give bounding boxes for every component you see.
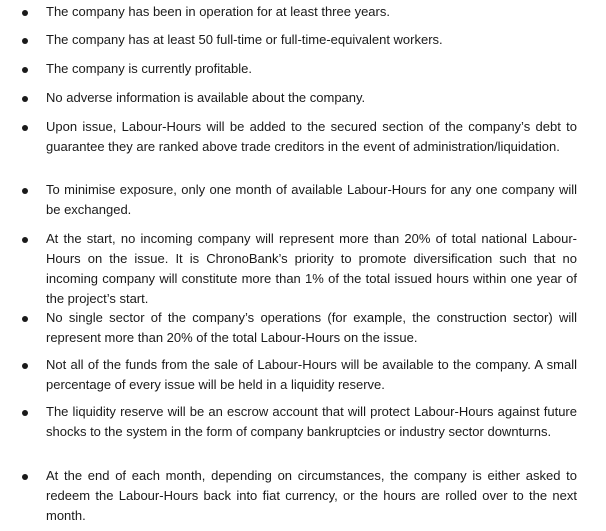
bullet-icon bbox=[22, 316, 28, 322]
list-item-text: To minimise exposure, only one month of available Labour-Hours for any one company will be exchanged. bbox=[46, 182, 577, 217]
list-item-text: The liquidity reserve will be an escrow account that will protect Labour-Hours against future shocks to the system in the form of company bankruptcies or industry sector downturns. bbox=[46, 404, 577, 439]
list-item-text: No adverse information is available about the company. bbox=[46, 90, 366, 105]
bullet-icon bbox=[22, 96, 28, 102]
bullet-icon bbox=[22, 474, 28, 480]
list-item-text: The company has at least 50 full-time or full-time-equivalent workers. bbox=[46, 32, 443, 47]
list-item-text: The company has been in operation for at least three years. bbox=[46, 4, 390, 19]
list-item-text: At the start, no incoming company will represent more than 20% of total national Labour-Hours on the issue. It is ChronoBank’s priority to promote diversification such that no incoming company will constitute more than 1% of the total issued hours within one year of the project’s start. bbox=[46, 231, 577, 306]
list-item-text: Upon issue, Labour-Hours will be added to the secured section of the company’s debt to guarantee they are ranked above trade creditors in the event of administration/liquidation. bbox=[46, 119, 577, 154]
list-item-text: The company is currently profitable. bbox=[46, 61, 252, 76]
bullet-icon bbox=[22, 10, 28, 16]
bullet-icon bbox=[22, 38, 28, 44]
bullet-icon bbox=[22, 125, 28, 131]
list-item-text: At the end of each month, depending on circumstances, the company is either asked to redeem the Labour-Hours back into fiat currency, or the hours are rolled over to the next month. bbox=[46, 468, 577, 523]
bullet-icon bbox=[22, 67, 28, 73]
bullet-icon bbox=[22, 410, 28, 416]
list-item-text: No single sector of the company’s operations (for example, the construction sector) will represent more than 20% of the total Labour-Hours on the issue. bbox=[46, 310, 577, 345]
bullet-icon bbox=[22, 237, 28, 243]
bullet-icon bbox=[22, 363, 28, 369]
bullet-icon bbox=[22, 188, 28, 194]
list-item-text: Not all of the funds from the sale of Labour-Hours will be available to the company. A small percentage of every issue will be held in a liquidity reserve. bbox=[46, 357, 577, 392]
